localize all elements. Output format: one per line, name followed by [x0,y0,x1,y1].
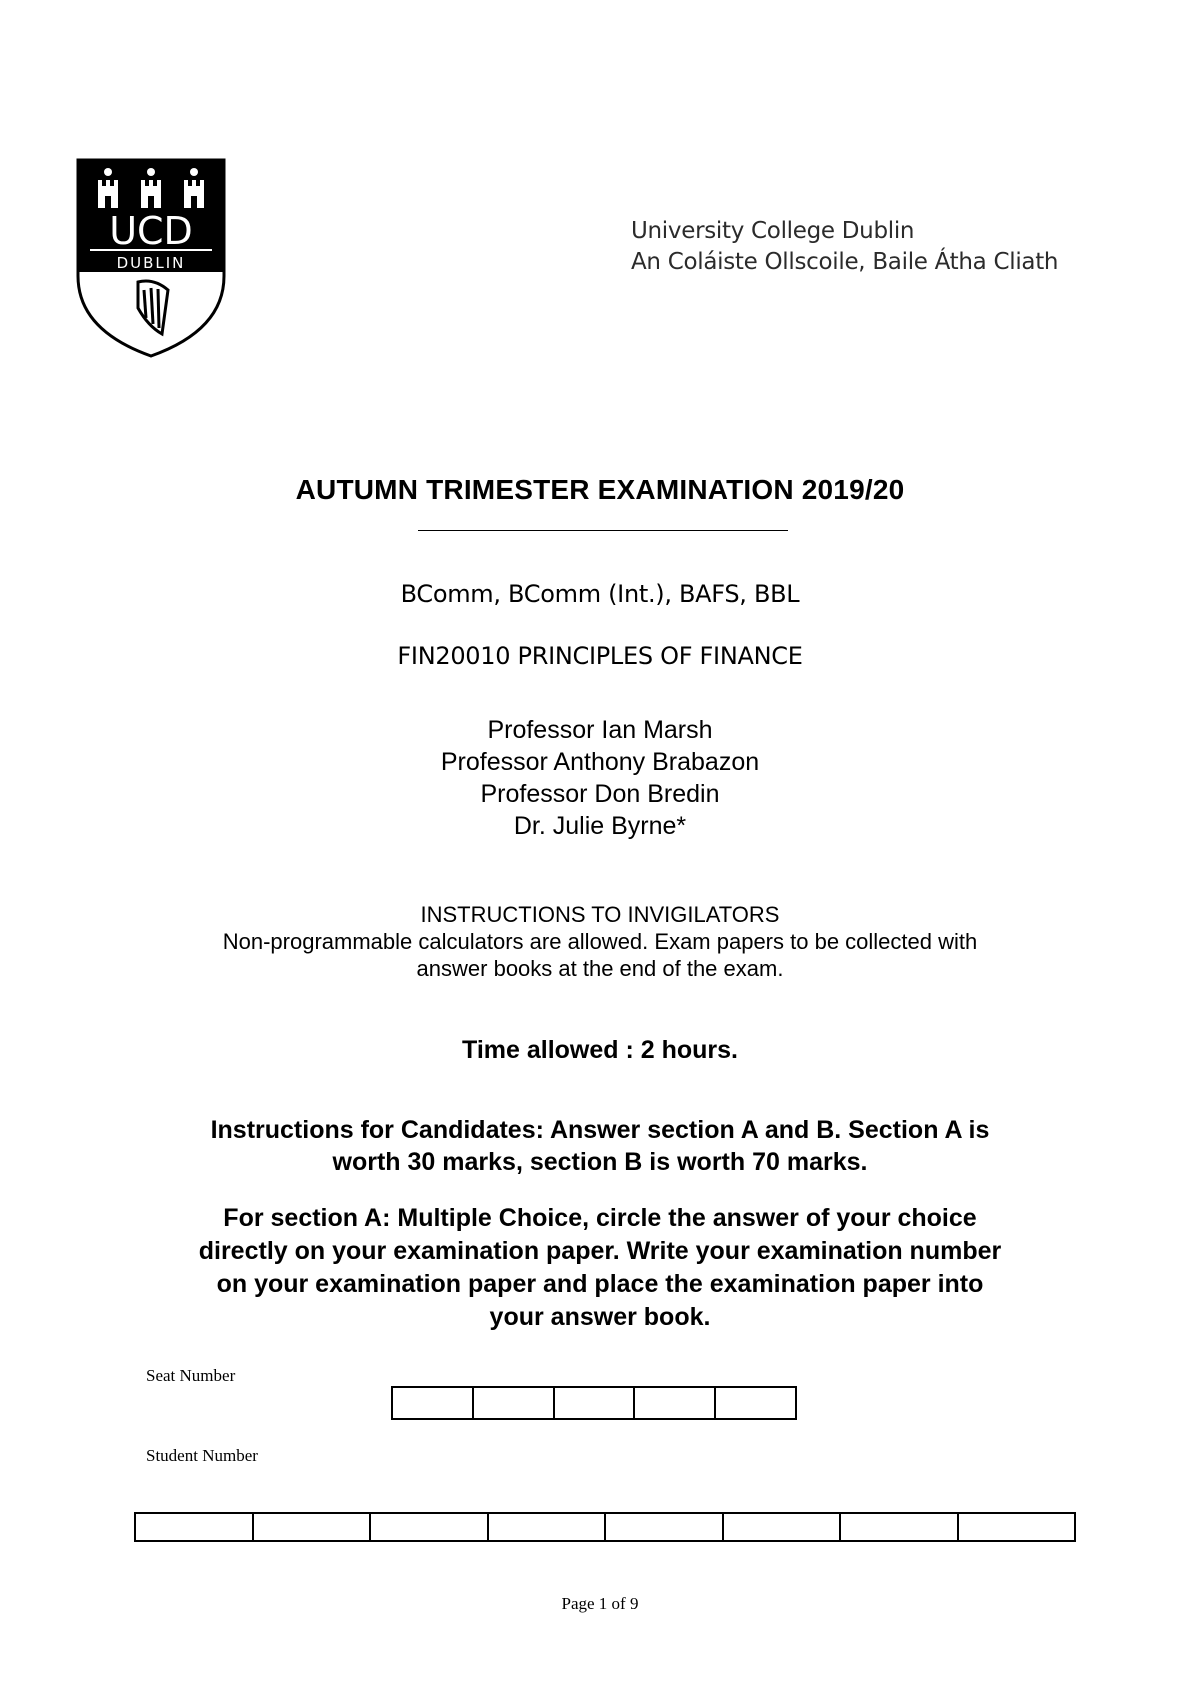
student-number-box[interactable] [723,1513,841,1541]
section-a-instructions: on your examination paper and place the examination paper into [216,1270,984,1298]
seat-number-box[interactable] [634,1387,715,1419]
exam-title: AUTUMN TRIMESTER EXAMINATION 2019/20 [295,474,905,505]
student-number-box[interactable] [840,1513,958,1541]
seat-number-box[interactable] [473,1387,554,1419]
ucd-crest-logo [76,158,226,358]
invigilators-instruction: answer books at the end of the exam. [416,956,784,981]
module-title: FIN20010 PRINCIPLES OF FINANCE [397,642,803,670]
invigilators-heading: INSTRUCTIONS TO INVIGILATORS [420,902,780,927]
programmes: BComm, BComm (Int.), BAFS, BBL [400,580,800,608]
student-number-box[interactable] [253,1513,371,1541]
seat-number-box[interactable] [715,1387,796,1419]
examiner-name: Dr. Julie Byrne* [513,812,687,840]
crest-bottom-text: DUBLIN [116,254,186,272]
examiner-name: Professor Don Bredin [480,780,720,808]
university-name-english: University College Dublin [631,218,915,244]
seat-number-label: Seat Number [146,1366,236,1385]
invigilators-instruction: Non-programmable calculators are allowed. Exam papers to be collected with [222,929,978,954]
student-number-box[interactable] [488,1513,606,1541]
section-a-instructions: your answer book. [489,1303,711,1331]
page-number: Page 1 of 9 [561,1594,639,1613]
university-name-irish: An Coláiste Ollscoile, Baile Átha Cliath [631,249,1059,275]
seat-number-box[interactable] [554,1387,635,1419]
section-a-instructions: For section A: Multiple Choice, circle the answer of your choice [223,1204,977,1232]
student-number-box[interactable] [605,1513,723,1541]
title-underline [418,530,788,531]
student-number-label: Student Number [146,1446,258,1465]
section-a-instructions: directly on your examination paper. Write your examination number [198,1237,1002,1265]
student-number-boxes[interactable] [134,1512,1076,1542]
time-allowed: Time allowed : 2 hours. [462,1036,738,1064]
student-number-box[interactable] [135,1513,253,1541]
crest-top-text: UCD [109,209,193,253]
examiner-name: Professor Anthony Brabazon [440,748,760,776]
examiner-name: Professor Ian Marsh [487,716,713,744]
student-number-box[interactable] [370,1513,488,1541]
candidate-instructions: worth 30 marks, section B is worth 70 marks. [332,1148,868,1176]
seat-number-box[interactable] [392,1387,473,1419]
candidate-instructions: Instructions for Candidates: Answer section A and B. Section A is [210,1116,990,1144]
student-number-box[interactable] [958,1513,1076,1541]
seat-number-boxes[interactable] [391,1386,797,1420]
